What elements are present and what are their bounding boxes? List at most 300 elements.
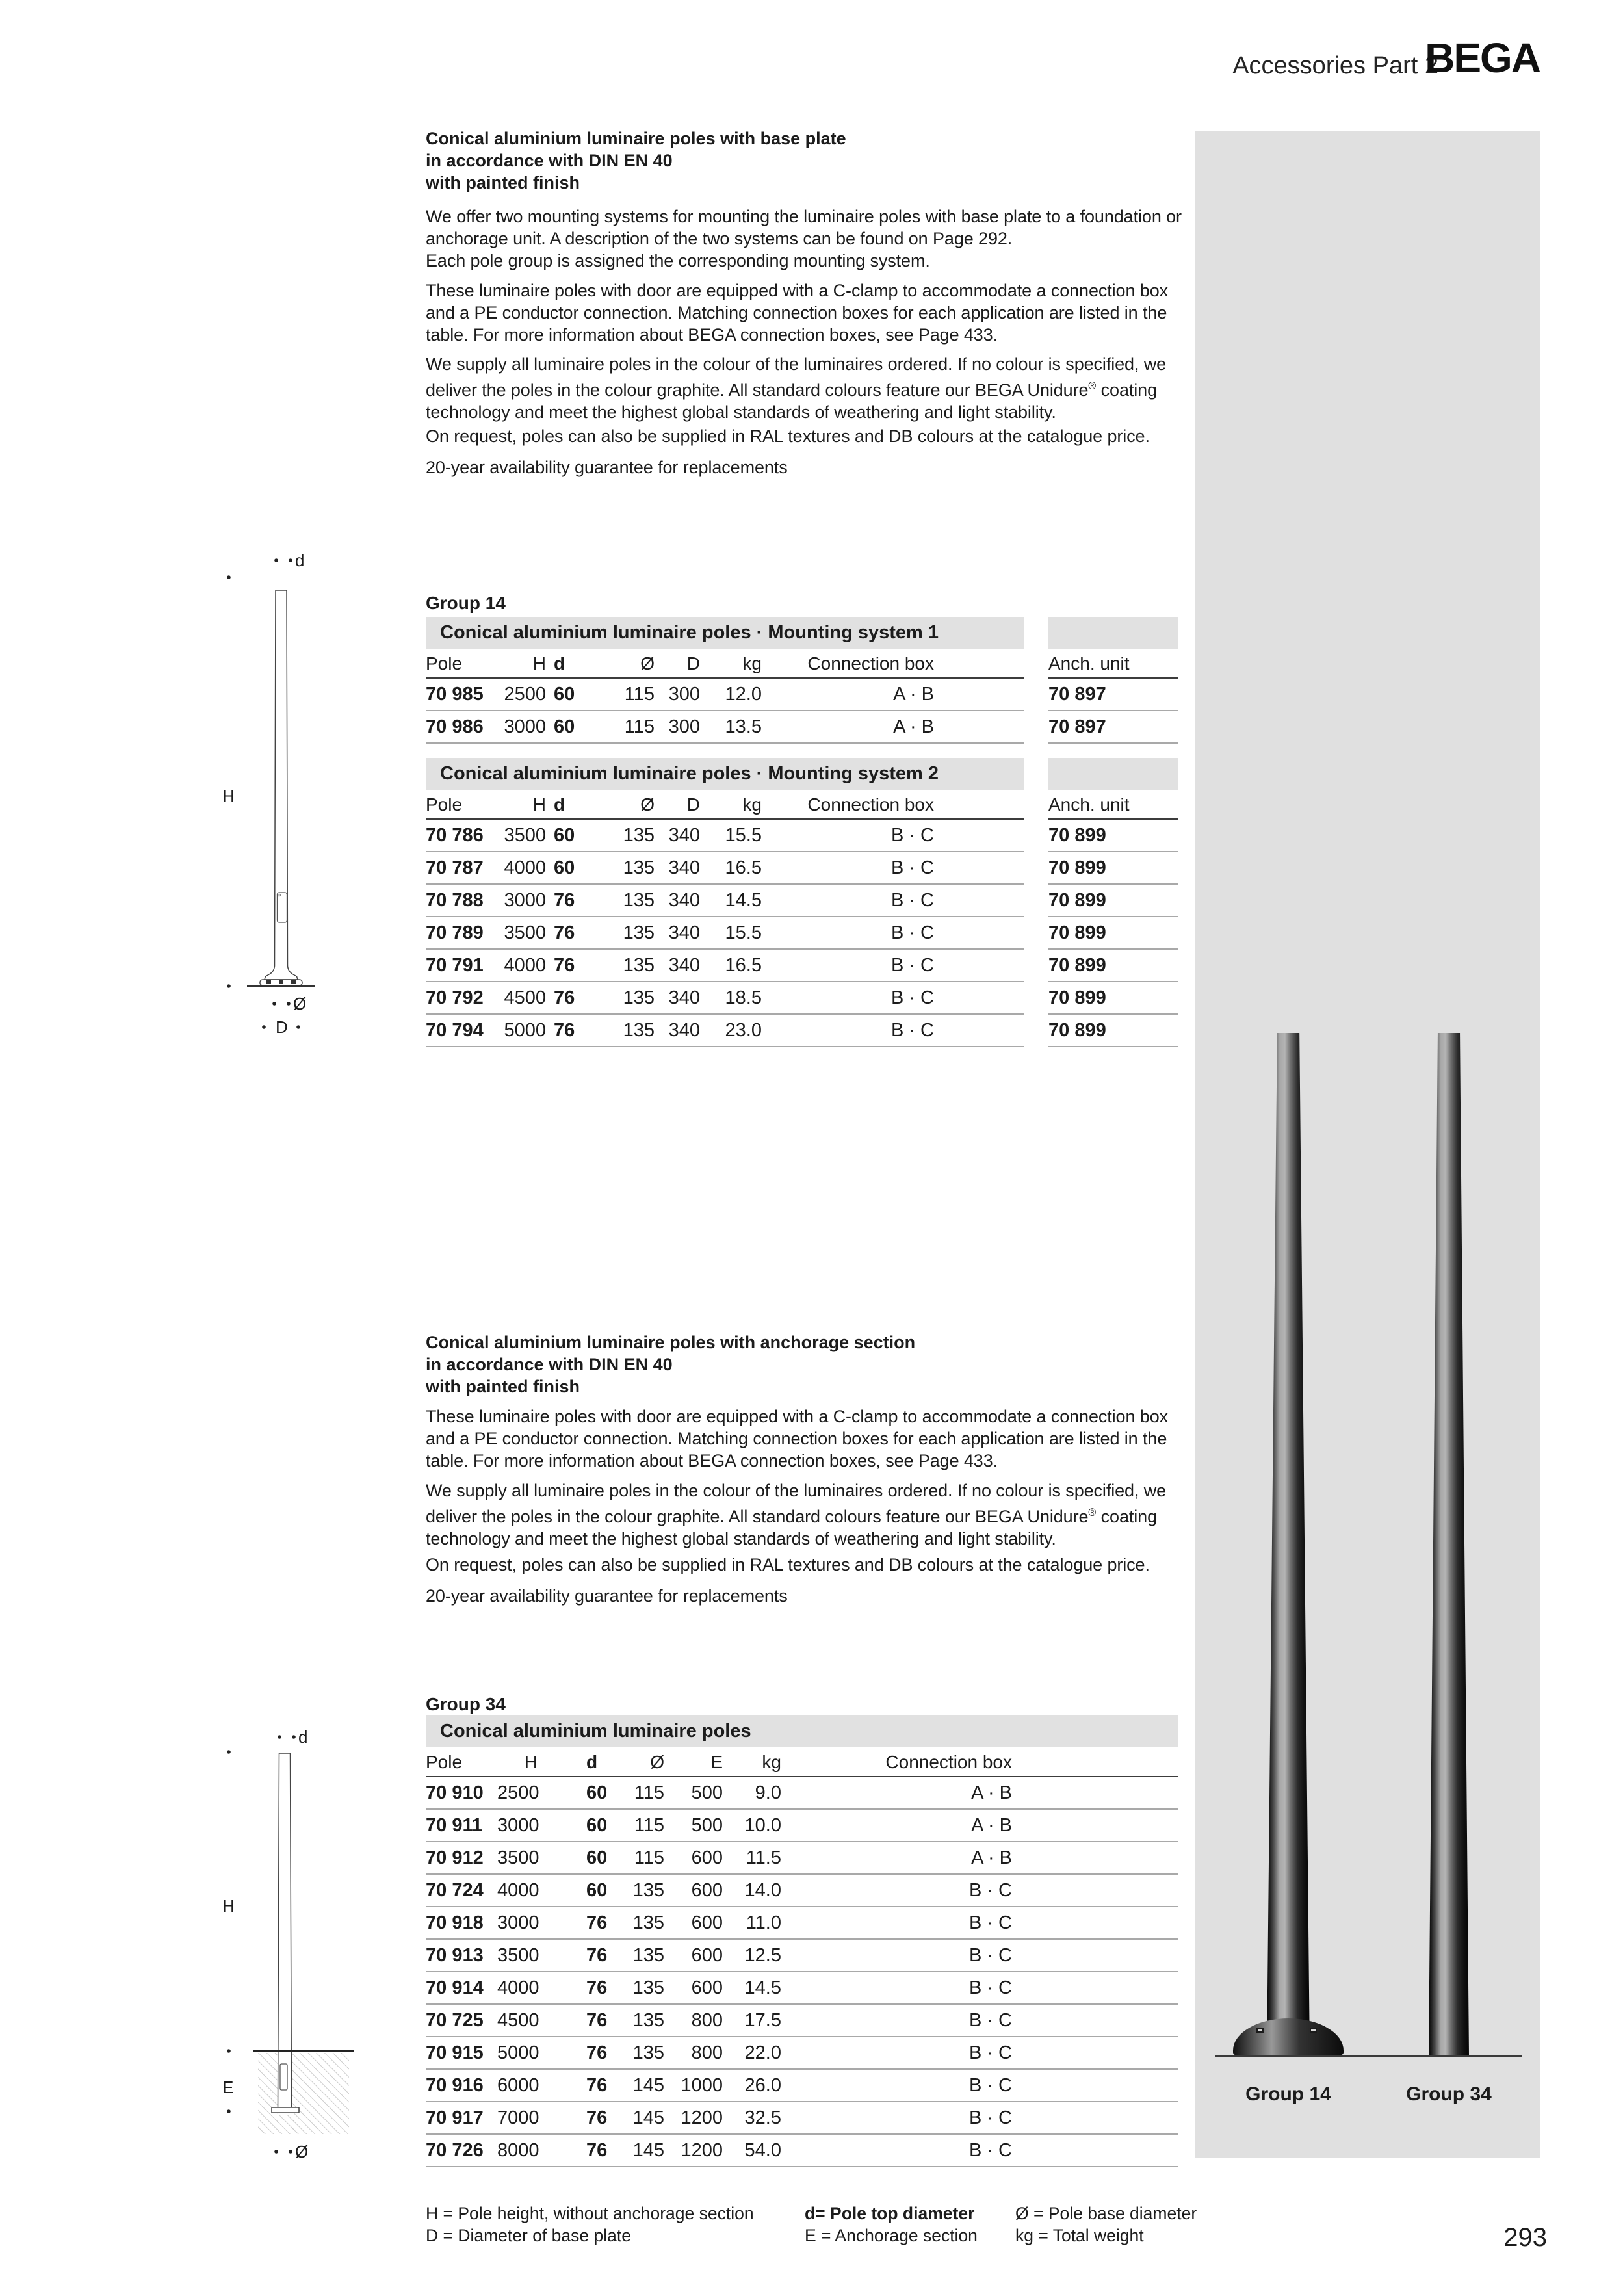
cell-E: 600 [691,1912,723,1933]
product-photo-panel [1195,131,1540,2158]
cell-E: 1200 [681,2107,723,2128]
dim-dot [296,1025,300,1029]
cell-h: 6000 [497,2074,539,2096]
bolt [1310,2028,1317,2033]
cell-anch-unit: 70 899 [1048,954,1106,976]
heading-line: in accordance with DIN EN 40 [426,151,673,170]
cell-connection-box: B · C [968,2042,1012,2063]
cell-h: 3500 [497,1847,539,1868]
dim-dot [227,2049,231,2053]
cell-E: 1000 [681,2074,723,2096]
dim-dot [227,575,231,579]
cell-h: 2500 [497,1782,539,1803]
heading-line: in accordance with DIN EN 40 [426,1355,673,1374]
cell-h: 3000 [504,716,546,737]
cell-h: 5000 [497,2042,539,2063]
paragraph-guarantee: 20-year availability guarantee for replacements [426,1586,788,1606]
dim-label-d: d [295,551,305,570]
cell-pole: 70 917 [426,2107,484,2128]
col-header-connection-box: Connection box [885,1752,1012,1772]
legend-entry-H: H = Pole height, without anchorage section [426,2204,754,2223]
cell-kg: 23.0 [725,1019,762,1041]
paragraph-guarantee: 20-year availability guarantee for replacements [426,458,788,477]
col-header-h: H [532,653,546,673]
cell-pole: 70 786 [426,824,484,846]
paragraph-text: coating technology and meet the highest global standards of weathering and light stability. [426,380,1158,422]
dim-label-D: D [276,1017,288,1037]
cell-d: 76 [554,922,575,943]
cell-connection-box: A · B [893,716,934,737]
cell-h: 4000 [497,1879,539,1901]
cell-kg: 22.0 [744,2042,781,2063]
cell-connection-box: B · C [890,889,934,911]
legend-entry-diameter: Ø = Pole base diameter [1015,2204,1197,2223]
table-row [426,1875,1178,1907]
cell-h: 2500 [504,683,546,705]
cell-kg: 9.0 [755,1782,781,1803]
pole-photo-group-14 [1267,1033,1310,2056]
cell-kg: 13.5 [725,716,762,737]
col-header-connection-box: Connection box [807,794,934,815]
table-row [426,950,1178,982]
cell-connection-box: A · B [893,683,934,705]
cell-d: 76 [586,1944,608,1966]
paragraph-colours [426,353,1183,423]
table-row [426,2005,1178,2037]
dim-dot [227,2109,231,2113]
cell-d: 76 [586,2009,608,2031]
table-row [426,917,1178,950]
cell-pole: 70 787 [426,857,484,878]
cell-kg: 14.5 [744,1977,781,1998]
pole-base-plate-photo [1233,2018,1344,2056]
table-header-row [426,790,1178,820]
cell-d: 60 [586,1879,608,1901]
cell-pole: 70 913 [426,1944,484,1966]
cell-kg: 15.5 [725,824,762,846]
dim-label-H: H [222,787,235,806]
cell-d: 76 [586,2107,608,2128]
cell-pole: 70 986 [426,716,484,737]
cell-pole: 70 916 [426,2074,484,2096]
paragraph-text: We supply all luminaire poles in the colour of the luminaires ordered. If no colour is specified, we deliver the poles in the colour graphite. All standard colours feature our BEGA Unidure [426,354,1167,400]
dim-label-H: H [222,1896,235,1916]
dim-dot [292,1735,296,1739]
diagram-pole-base-plate [221,540,351,1053]
cell-kg: 16.5 [725,857,762,878]
dim-dot [274,2150,278,2154]
cell-kg: 14.0 [744,1879,781,1901]
col-header-diameter: Ø [640,794,655,815]
cell-connection-box: A · B [971,1814,1012,1836]
table-row [426,982,1178,1015]
group-14-label: Group 14 [426,593,506,613]
cell-pole: 70 725 [426,2009,484,2031]
cell-h: 4500 [504,987,546,1008]
dim-label-diameter: Ø [293,994,307,1013]
cell-d: 76 [554,987,575,1008]
anch-unit-band [1048,758,1178,790]
dim-dot [289,2150,292,2154]
cell-kg: 11.0 [746,1912,781,1933]
cell-h: 5000 [504,1019,546,1041]
cell-d: 76 [586,2042,608,2063]
bolt [291,980,296,984]
paragraph-text: We supply all luminaire poles in the colour of the luminaires ordered. If no colour is specified, we deliver the poles in the colour graphite. All standard colours feature our BEGA Unidure [426,1481,1167,1526]
cell-kg: 54.0 [744,2139,781,2161]
col-header-d: d [586,1752,598,1772]
cell-kg: 26.0 [744,2074,781,2096]
paragraph-ral: On request, poles can also be supplied in RAL textures and DB colours at the catalogue price. [426,426,1150,446]
cell-D: 340 [668,1019,700,1041]
cell-diameter: 115 [634,1814,664,1836]
col-header-kg: kg [762,1752,781,1772]
group-34-label: Group 34 [426,1694,506,1714]
table-row [426,1777,1178,1810]
dim-dot [287,1002,291,1006]
registered-mark: ® [1088,380,1097,392]
cell-E: 800 [691,2042,723,2063]
cell-pole: 70 910 [426,1782,484,1803]
paragraph-text: We offer two mounting systems for mounting the luminaire poles with base plate to a foundation or anchorage unit. A description of the two systems can be found on Page 292. [426,207,1182,248]
cell-d: 76 [554,1019,575,1041]
cell-h: 3500 [504,922,546,943]
cell-kg: 11.5 [746,1847,781,1868]
table-row [426,1940,1178,1972]
heading-line: Conical aluminium luminaire poles with base plate [426,129,846,148]
table-header-row [426,1747,1178,1777]
page-number: 293 [1503,2223,1547,2252]
cell-connection-box: B · C [968,2139,1012,2161]
cell-connection-box: B · C [890,922,934,943]
legend-column-1 [426,2202,754,2247]
soil-hatch-left [258,2053,278,2134]
heading-line: with painted finish [426,1377,580,1396]
cell-D: 300 [668,683,700,705]
cell-kg: 18.5 [725,987,762,1008]
table-row [426,679,1178,711]
col-header-h: H [524,1752,538,1772]
col-header-pole: Pole [426,653,463,673]
cell-diameter: 115 [634,1847,664,1868]
cell-d: 76 [586,2139,608,2161]
pole-outline [278,1753,292,2107]
table-row [426,1972,1178,2005]
cell-connection-box: B · C [968,1977,1012,1998]
dim-dot [278,1735,281,1739]
table-row [426,1015,1178,1047]
cell-kg: 10.0 [744,1814,781,1836]
cell-h: 4500 [497,2009,539,2031]
cell-diameter: 145 [632,2074,664,2096]
cell-pole: 70 918 [426,1912,484,1933]
cell-anch-unit: 70 897 [1048,716,1106,737]
cell-D: 340 [668,824,700,846]
cell-d: 76 [554,889,575,911]
cell-anch-unit: 70 899 [1048,987,1106,1008]
cell-connection-box: B · C [968,1912,1012,1933]
cell-diameter: 135 [623,824,655,846]
cell-diameter: 135 [632,1879,664,1901]
pole-outline [265,590,298,980]
table-title-band [426,758,1178,790]
cell-h: 3000 [497,1814,539,1836]
bolt [266,980,271,984]
cell-connection-box: B · C [968,2074,1012,2096]
cell-diameter: 135 [623,857,655,878]
col-header-pole: Pole [426,794,463,815]
table-mounting-system-2 [426,758,1178,1047]
pole-photo-group-34 [1429,1033,1469,2056]
section2-heading [426,1331,1183,1398]
cell-pole: 70 791 [426,954,484,976]
caption-group-34: Group 34 [1406,2083,1492,2105]
cell-E: 600 [691,1944,723,1966]
col-header-connection-box: Connection box [807,653,934,673]
col-header-pole: Pole [426,1752,463,1772]
dim-dot [227,984,231,988]
cell-diameter: 135 [623,922,655,943]
cell-d: 76 [586,1977,608,1998]
cell-connection-box: B · C [890,954,934,976]
cell-connection-box: B · C [890,857,934,878]
cell-E: 500 [691,1782,723,1803]
table-row [426,2135,1178,2167]
cell-kg: 17.5 [744,2009,781,2031]
dim-label-d: d [298,1727,308,1747]
paragraph-colours [426,1480,1183,1550]
cell-h: 3000 [504,889,546,911]
col-header-D: D [686,794,700,815]
cell-pole: 70 789 [426,922,484,943]
dim-dot [289,558,292,562]
page-section-title: Accessories Part 2 [1232,52,1438,79]
cell-E: 600 [691,1977,723,1998]
table-title: Conical aluminium luminaire poles [440,1721,751,1742]
cell-connection-box: A · B [971,1782,1012,1803]
cell-diameter: 115 [634,1782,664,1803]
table-row [426,1907,1178,1940]
bolt [279,980,283,984]
cell-D: 340 [668,922,700,943]
table-row [426,2037,1178,2070]
cell-D: 340 [668,889,700,911]
cell-E: 600 [691,1847,723,1868]
section1-heading [426,127,1183,194]
paragraph-connection-box: These luminaire poles with door are equipped with a C-clamp to accommodate a connection box and a PE conductor connection. Matching connection boxes for each application are listed in the table. For more information about BEGA connection boxes, see Page 433. [426,1407,1169,1470]
heading-line: with painted finish [426,173,580,192]
cell-d: 76 [586,2074,608,2096]
cell-kg: 16.5 [725,954,762,976]
cell-connection-box: B · C [890,1019,934,1041]
cell-d: 60 [554,716,575,737]
cell-d: 60 [554,683,575,705]
col-header-anch-unit: Anch. unit [1048,653,1130,673]
cell-h: 8000 [497,2139,539,2161]
cell-diameter: 135 [632,1977,664,1998]
cell-d: 60 [586,1782,608,1803]
table-body [426,820,1178,1047]
col-header-diameter: Ø [650,1752,664,1772]
col-header-D: D [686,653,700,673]
table-title: Conical aluminium luminaire poles · Mounting system 2 [440,763,939,784]
table-row [426,1842,1178,1875]
cell-kg: 32.5 [744,2107,781,2128]
table-row [426,885,1178,917]
dim-dot [274,558,278,562]
cell-connection-box: B · C [968,2009,1012,2031]
cell-pole: 70 724 [426,1879,484,1901]
cell-pole: 70 726 [426,2139,484,2161]
table-title-band [426,1715,1178,1747]
cell-diameter: 135 [632,2009,664,2031]
heading-line: Conical aluminium luminaire poles with anchorage section [426,1333,916,1352]
caption-group-14: Group 14 [1245,2083,1331,2105]
cell-d: 60 [554,824,575,846]
cell-d: 60 [586,1847,608,1868]
table-header-row [426,649,1178,679]
cell-pole: 70 792 [426,987,484,1008]
anch-unit-band [1048,617,1178,649]
cell-E: 1200 [681,2139,723,2161]
cell-pole: 70 915 [426,2042,484,2063]
cell-kg: 12.0 [725,683,762,705]
registered-mark: ® [1088,1507,1097,1519]
table-group-34 [426,1715,1178,2167]
table-mounting-system-1 [426,617,1178,744]
col-header-diameter: Ø [640,653,655,673]
cell-diameter: 135 [632,1944,664,1966]
pole-door [280,2064,287,2090]
cell-kg: 12.5 [744,1944,781,1966]
cell-E: 800 [691,2009,723,2031]
col-header-d: d [554,794,565,815]
soil-hatch-below [277,2115,294,2134]
cell-anch-unit: 70 897 [1048,683,1106,705]
paragraph-text: Each pole group is assigned the corresponding mounting system. [426,251,930,270]
cell-d: 76 [586,1912,608,1933]
table-row [426,852,1178,885]
cell-diameter: 145 [632,2139,664,2161]
cell-diameter: 135 [623,1019,655,1041]
table-title-band [426,617,1178,649]
cell-diameter: 135 [623,954,655,976]
cell-h: 7000 [497,2107,539,2128]
anchor-plate [272,2107,299,2113]
cell-pole: 70 911 [426,1814,483,1836]
cell-anch-unit: 70 899 [1048,857,1106,878]
cell-h: 4000 [504,857,546,878]
dim-label-diameter: Ø [295,2142,309,2161]
cell-kg: 15.5 [725,922,762,943]
cell-connection-box: A · B [971,1847,1012,1868]
cell-diameter: 115 [624,683,655,705]
cell-h: 3000 [497,1912,539,1933]
legend-entry-kg: kg = Total weight [1015,2226,1144,2245]
cell-connection-box: B · C [968,1879,1012,1901]
cell-pole: 70 788 [426,889,484,911]
cell-pole: 70 985 [426,683,484,705]
cell-diameter: 145 [632,2107,664,2128]
bega-logo: BEGA [1425,34,1540,81]
cell-diameter: 135 [632,1912,664,1933]
table-body [426,679,1178,744]
legend-entry-d: d= Pole top diameter [805,2204,975,2223]
col-header-d: d [554,653,565,673]
cell-diameter: 135 [623,987,655,1008]
cell-connection-box: B · C [968,2107,1012,2128]
cell-d: 76 [554,954,575,976]
legend-column-2 [805,2202,978,2247]
dim-dot [272,1002,276,1006]
dim-label-E: E [222,2078,234,2097]
cell-pole: 70 914 [426,1977,484,1998]
table-row [426,1810,1178,1842]
bolt [1256,2028,1264,2033]
table-row [426,820,1178,852]
table-row [426,2070,1178,2102]
col-header-h: H [532,794,546,815]
paragraph-mounting-systems [426,205,1183,272]
table-row [426,711,1178,744]
cell-pole: 70 912 [426,1847,484,1868]
cell-anch-unit: 70 899 [1048,922,1106,943]
cell-D: 340 [668,954,700,976]
cell-h: 3500 [504,824,546,846]
table-body [426,1777,1178,2167]
col-header-kg: kg [742,794,762,815]
cell-pole: 70 794 [426,1019,484,1041]
dim-dot [227,1750,231,1754]
cell-D: 300 [668,716,700,737]
cell-E: 600 [691,1879,723,1901]
cell-connection-box: B · C [968,1944,1012,1966]
cell-anch-unit: 70 899 [1048,824,1106,846]
cell-anch-unit: 70 899 [1048,1019,1106,1041]
dim-dot [262,1025,266,1029]
col-header-E: E [710,1752,723,1772]
photo-ground-line [1215,2055,1522,2057]
cell-diameter: 115 [624,716,655,737]
cell-h: 3500 [497,1944,539,1966]
cell-D: 340 [668,987,700,1008]
legend-column-3 [1015,2202,1197,2247]
paragraph-ral: On request, poles can also be supplied in RAL textures and DB colours at the catalogue price. [426,1555,1150,1574]
paragraph-connection-box: These luminaire poles with door are equipped with a C-clamp to accommodate a connection box and a PE conductor connection. Matching connection boxes for each application are listed in the table. For more information about BEGA connection boxes, see Page 433. [426,281,1169,345]
cell-h: 4000 [497,1977,539,1998]
cell-diameter: 135 [623,889,655,911]
cell-connection-box: B · C [890,824,934,846]
cell-anch-unit: 70 899 [1048,889,1106,911]
cell-h: 4000 [504,954,546,976]
cell-kg: 14.5 [725,889,762,911]
table-row [426,2102,1178,2135]
cell-E: 500 [691,1814,723,1836]
cell-connection-box: B · C [890,987,934,1008]
soil-hatch-right [292,2053,349,2134]
paragraph-text: coating technology and meet the highest global standards of weathering and light stability. [426,1507,1158,1548]
col-header-anch-unit: Anch. unit [1048,794,1130,815]
cell-d: 60 [586,1814,608,1836]
legend-entry-D: D = Diameter of base plate [426,2226,631,2245]
legend-entry-E: E = Anchorage section [805,2226,978,2245]
diagram-pole-anchorage [221,1710,370,2204]
col-header-kg: kg [742,653,762,673]
table-title: Conical aluminium luminaire poles · Mounting system 1 [440,622,939,643]
cell-diameter: 135 [632,2042,664,2063]
cell-D: 340 [668,857,700,878]
cell-d: 60 [554,857,575,878]
